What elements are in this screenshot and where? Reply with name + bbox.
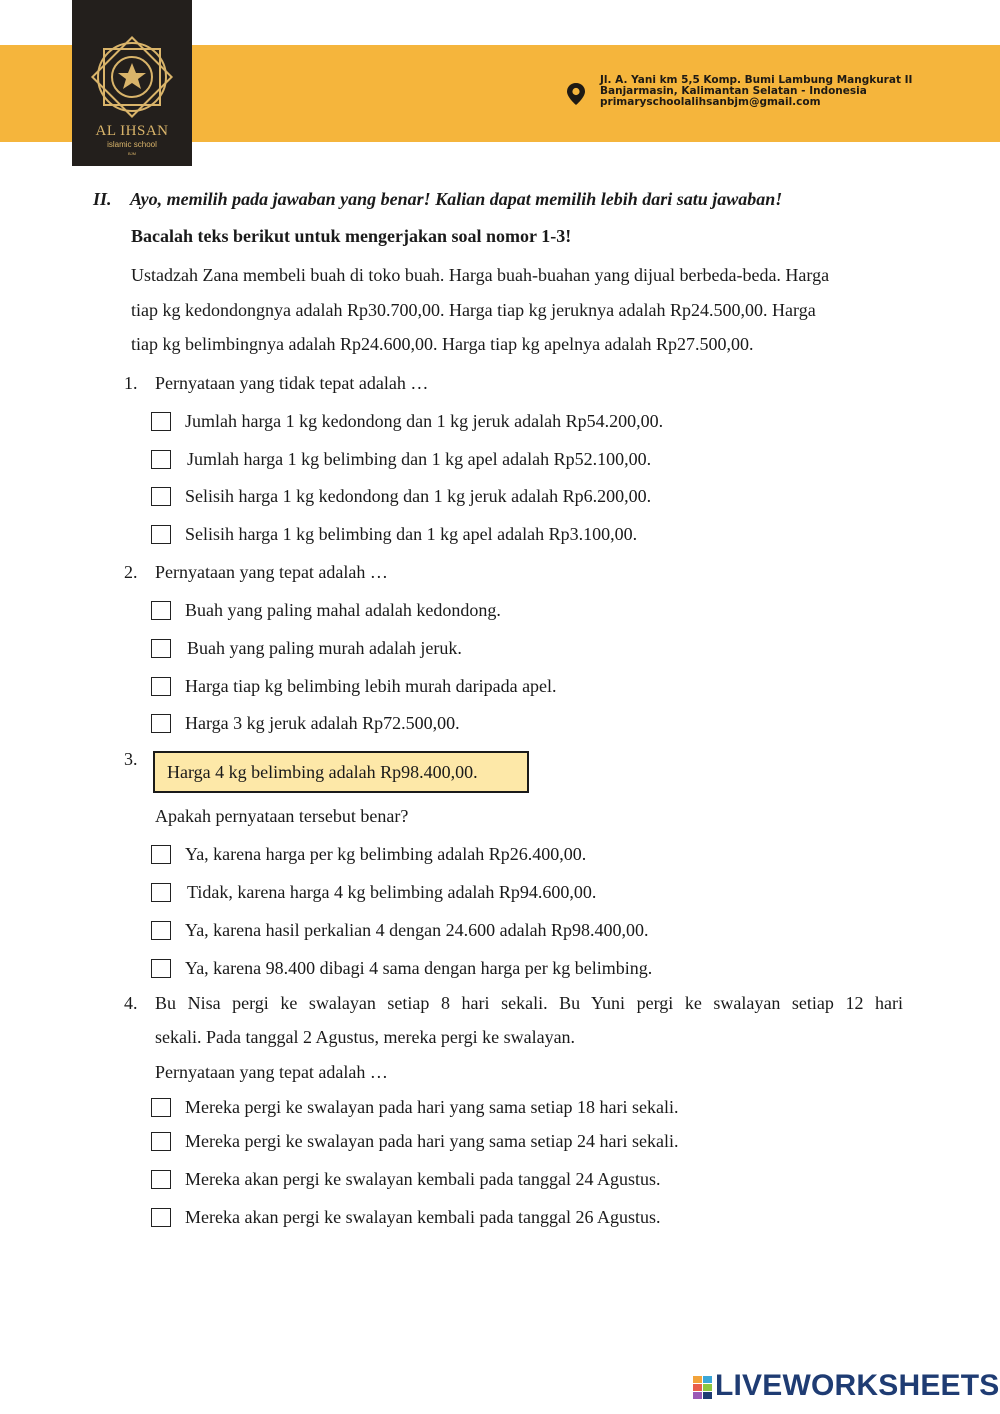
- question-3-statement: Harga 4 kg belimbing adalah Rp98.400,00.: [153, 751, 529, 793]
- option-label: Ya, karena harga per kg belimbing adalah Rp26.400,00.: [185, 844, 587, 864]
- option-label: Buah yang paling mahal adalah kedondong.: [185, 600, 501, 620]
- question-3-number: 3.: [124, 749, 138, 769]
- reading-passage: [131, 258, 911, 362]
- question-2-number: 2.: [124, 562, 138, 582]
- passage-line: tiap kg kedondongnya adalah Rp30.700,00. Harga tiap kg jeruknya adalah Rp24.500,00. Harga: [131, 299, 816, 320]
- school-logo: [72, 0, 192, 166]
- liveworksheets-logo-icon: [693, 1376, 713, 1400]
- checkbox[interactable]: [151, 677, 171, 696]
- school-subtitle: islamic school: [107, 140, 157, 149]
- reading-instruction: Bacalah teks berikut untuk mengerjakan soal nomor 1-3!: [131, 226, 572, 246]
- school-name: AL IHSAN: [95, 123, 169, 139]
- question-2-text: Pernyataan yang tepat adalah …: [155, 562, 388, 582]
- checkbox[interactable]: [151, 1098, 171, 1117]
- checkbox[interactable]: [151, 412, 171, 431]
- option-label: Selisih harga 1 kg kedondong dan 1 kg jeruk adalah Rp6.200,00.: [185, 486, 652, 506]
- checkbox[interactable]: [151, 1208, 171, 1227]
- checkbox[interactable]: [151, 1170, 171, 1189]
- checkbox[interactable]: [151, 959, 171, 978]
- checkbox[interactable]: [151, 450, 171, 469]
- option-label: Harga 3 kg jeruk adalah Rp72.500,00.: [185, 713, 460, 733]
- ornament-star-icon: [82, 32, 182, 122]
- section-title: [93, 189, 782, 210]
- liveworksheets-brand: LIVEWORKSHEETS: [715, 1369, 1000, 1402]
- checkbox[interactable]: [151, 845, 171, 864]
- option-label: Jumlah harga 1 kg kedondong dan 1 kg jeruk adalah Rp54.200,00.: [185, 411, 664, 431]
- checkbox[interactable]: [151, 639, 171, 658]
- question-4-prompt: Pernyataan yang tepat adalah …: [155, 1062, 388, 1082]
- school-city: BJM: [128, 151, 136, 156]
- address-line: Banjarmasin, Kalimantan Selatan - Indonesia: [600, 85, 867, 97]
- checkbox[interactable]: [151, 714, 171, 733]
- option-label: Buah yang paling murah adalah jeruk.: [187, 638, 462, 658]
- option-label: Mereka akan pergi ke swalayan kembali pada tanggal 26 Agustus.: [185, 1207, 661, 1227]
- passage-line: Ustadzah Zana membeli buah di toko buah. Harga buah-buahan yang dijual berbeda-beda. Harga: [131, 265, 830, 285]
- address-line: Jl. A. Yani km 5,5 Komp. Bumi Lambung Mangkurat II: [600, 74, 913, 86]
- option-label: Mereka pergi ke swalayan pada hari yang sama setiap 18 hari sekali.: [185, 1097, 679, 1117]
- location-pin-icon: [566, 82, 586, 106]
- option-label: Harga tiap kg belimbing lebih murah daripada apel.: [185, 676, 557, 696]
- checkbox[interactable]: [151, 525, 171, 544]
- section-title-text: Ayo, memilih pada jawaban yang benar! Kalian dapat memilih lebih dari satu jawaban!: [130, 189, 783, 209]
- option-label: Mereka akan pergi ke swalayan kembali pada tanggal 24 Agustus.: [185, 1169, 661, 1189]
- option-label: Ya, karena hasil perkalian 4 dengan 24.600 adalah Rp98.400,00.: [185, 920, 649, 940]
- question-4-number: 4.: [124, 993, 138, 1013]
- question-4-text-line: sekali. Pada tanggal 2 Agustus, mereka pergi ke swalayan.: [155, 1027, 576, 1047]
- email-line: primaryschoolalihsanbjm@gmail.com: [600, 96, 821, 108]
- school-address: [600, 75, 912, 108]
- passage-line: tiap kg belimbingnya adalah Rp24.600,00. Harga tiap kg apelnya adalah Rp27.500,00.: [131, 334, 754, 354]
- option-label: Jumlah harga 1 kg belimbing dan 1 kg apel adalah Rp52.100,00.: [187, 449, 652, 469]
- question-1-text: Pernyataan yang tidak tepat adalah …: [155, 373, 429, 393]
- checkbox[interactable]: [151, 487, 171, 506]
- option-label: Tidak, karena harga 4 kg belimbing adalah Rp94.600,00.: [187, 882, 597, 902]
- option-label: Ya, karena 98.400 dibagi 4 sama dengan harga per kg belimbing.: [185, 958, 653, 978]
- option-label: Mereka pergi ke swalayan pada hari yang sama setiap 24 hari sekali.: [185, 1131, 679, 1151]
- checkbox[interactable]: [151, 921, 171, 940]
- checkbox[interactable]: [151, 1132, 171, 1151]
- option-label: Selisih harga 1 kg belimbing dan 1 kg apel adalah Rp3.100,00.: [185, 524, 638, 544]
- checkbox[interactable]: [151, 883, 171, 902]
- question-3-text: Apakah pernyataan tersebut benar?: [155, 806, 409, 826]
- question-4-text-line: Bu Nisa pergi ke swalayan setiap 8 hari sekali. Bu Yuni pergi ke swalayan setiap 12 hari: [155, 993, 903, 1013]
- section-number: II.: [93, 189, 112, 209]
- checkbox[interactable]: [151, 601, 171, 620]
- question-1-number: 1.: [124, 373, 138, 393]
